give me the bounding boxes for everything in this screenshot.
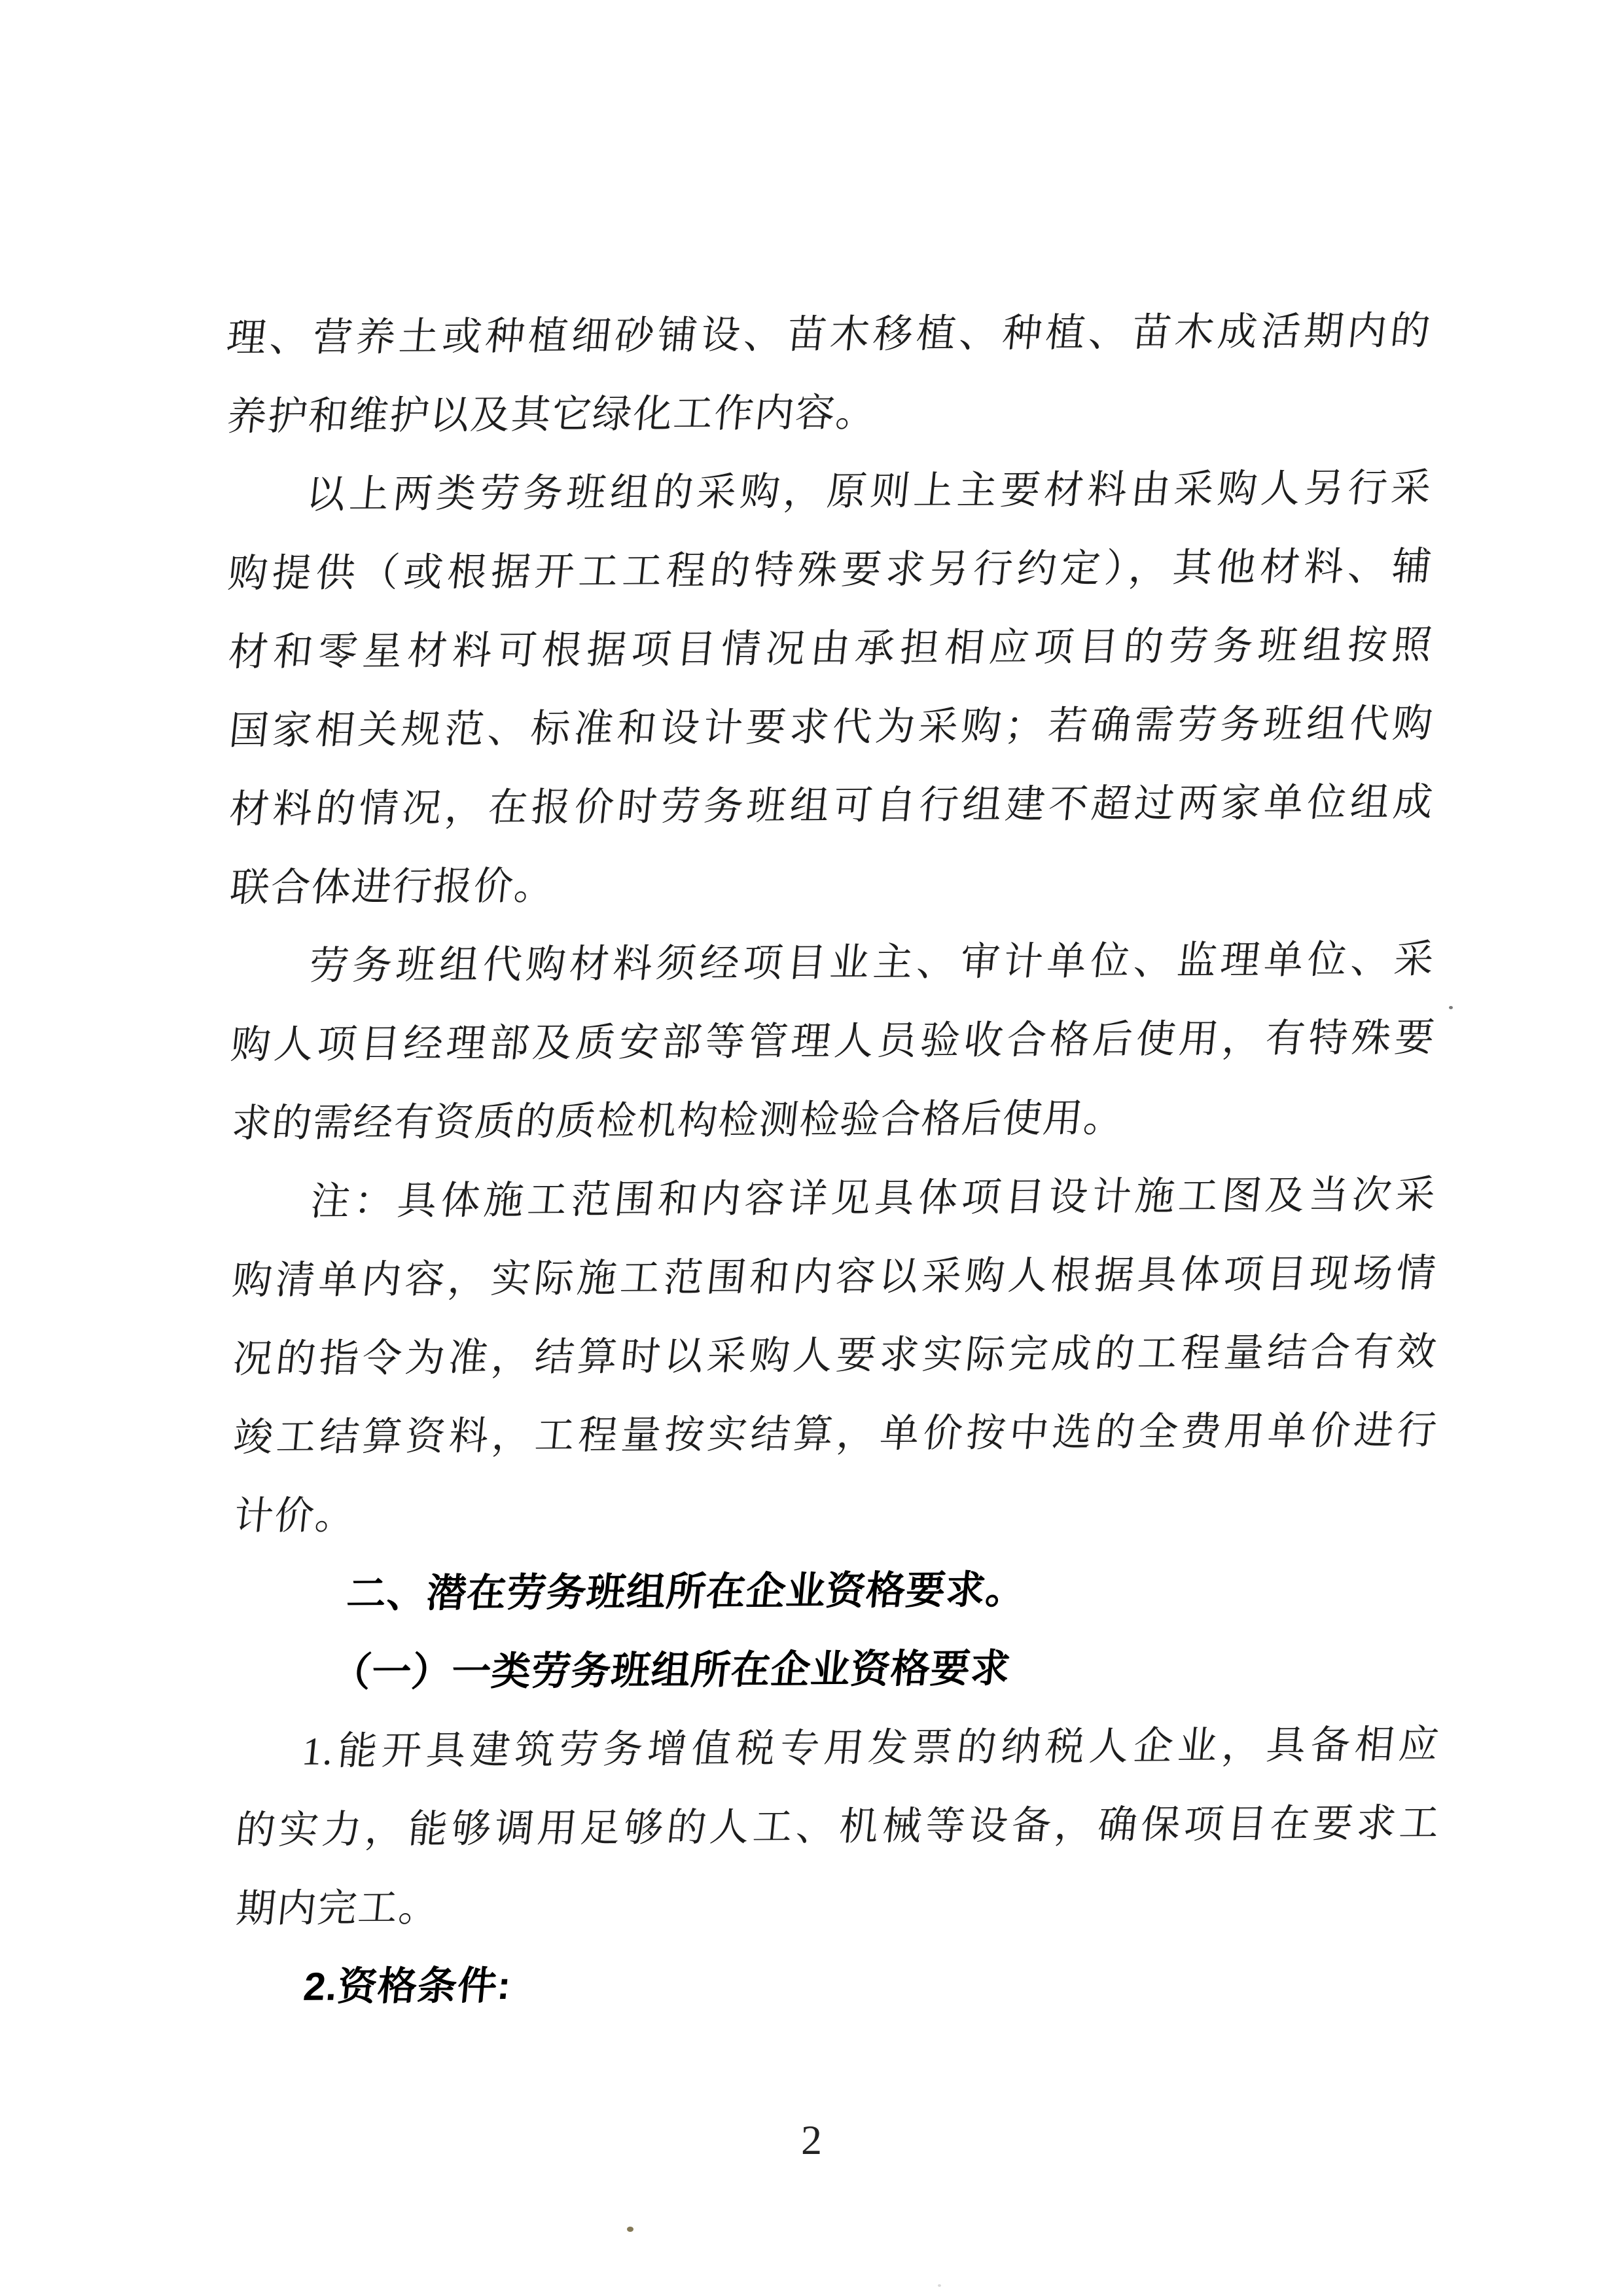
- scan-speck: [938, 2284, 941, 2287]
- text-line: 购人项目经理部及质安部等管理人员验收合格后使用，有特殊要: [229, 1016, 1438, 1067]
- text-line: 购提供（或根据开工工程的特殊要求另行约定），其他材料、辅: [226, 545, 1435, 596]
- text-line: 竣工结算资料，工程量按实结算，单价按中选的全费用单价进行: [231, 1408, 1440, 1460]
- text-line: 劳务班组代购材料须经项目业主、审计单位、监理单位、采: [307, 937, 1437, 988]
- text-line: 理、营养土或种植细砂铺设、苗木移植、种植、苗木成活期内的: [224, 309, 1433, 360]
- text-line: 材料的情况，在报价时劳务班组可自行组建不超过两家单位组成: [227, 780, 1436, 831]
- heading-line: 二、潜在劳务班组所在企业资格要求。: [345, 1568, 1028, 1616]
- text-line: 养护和维护以及其它绿化工作内容。: [225, 391, 879, 439]
- scan-speck: [627, 2227, 633, 2232]
- text-line: 购清单内容，实际施工范围和内容以采购人根据具体项目现场情: [230, 1251, 1439, 1302]
- text-line: 1.能开具建筑劳务增值税专用发票的纳税人企业，具备相应: [300, 1723, 1442, 1773]
- text-line: 计价。: [232, 1494, 358, 1538]
- text-line: 求的需经有资质的质检机构检测检验合格后使用。: [229, 1096, 1127, 1145]
- text-line: 注：具体施工范围和内容详见具体项目设计施工图及当次采: [308, 1173, 1438, 1223]
- text-line: 国家相关规范、标准和设计要求代为采购；若确需劳务班组代购: [227, 702, 1436, 753]
- text-line: 期内完工。: [234, 1886, 442, 1931]
- text-line: 况的指令为准，结算时以采购人要求实际完成的工程量结合有效: [230, 1330, 1440, 1381]
- text-line: 的实力，能够调用足够的人工、机械等设备，确保项目在要求工: [234, 1801, 1442, 1852]
- page-number: 2: [801, 2117, 822, 2163]
- text-line: 材和零星材料可根据项目情况由承担相应项目的劳务班组按照: [226, 623, 1435, 674]
- text-block: [223, 291, 1442, 2026]
- text-line: 以上两类劳务班组的采购，原则上主要材料由采购人另行采: [304, 466, 1435, 516]
- text-line: 联合体进行报价。: [228, 864, 558, 910]
- scan-speck: [1449, 1006, 1453, 1009]
- heading-line: 2.资格条件:: [301, 1963, 514, 2009]
- heading-line: （一）一类劳务班组所在企业资格要求: [329, 1646, 1013, 1695]
